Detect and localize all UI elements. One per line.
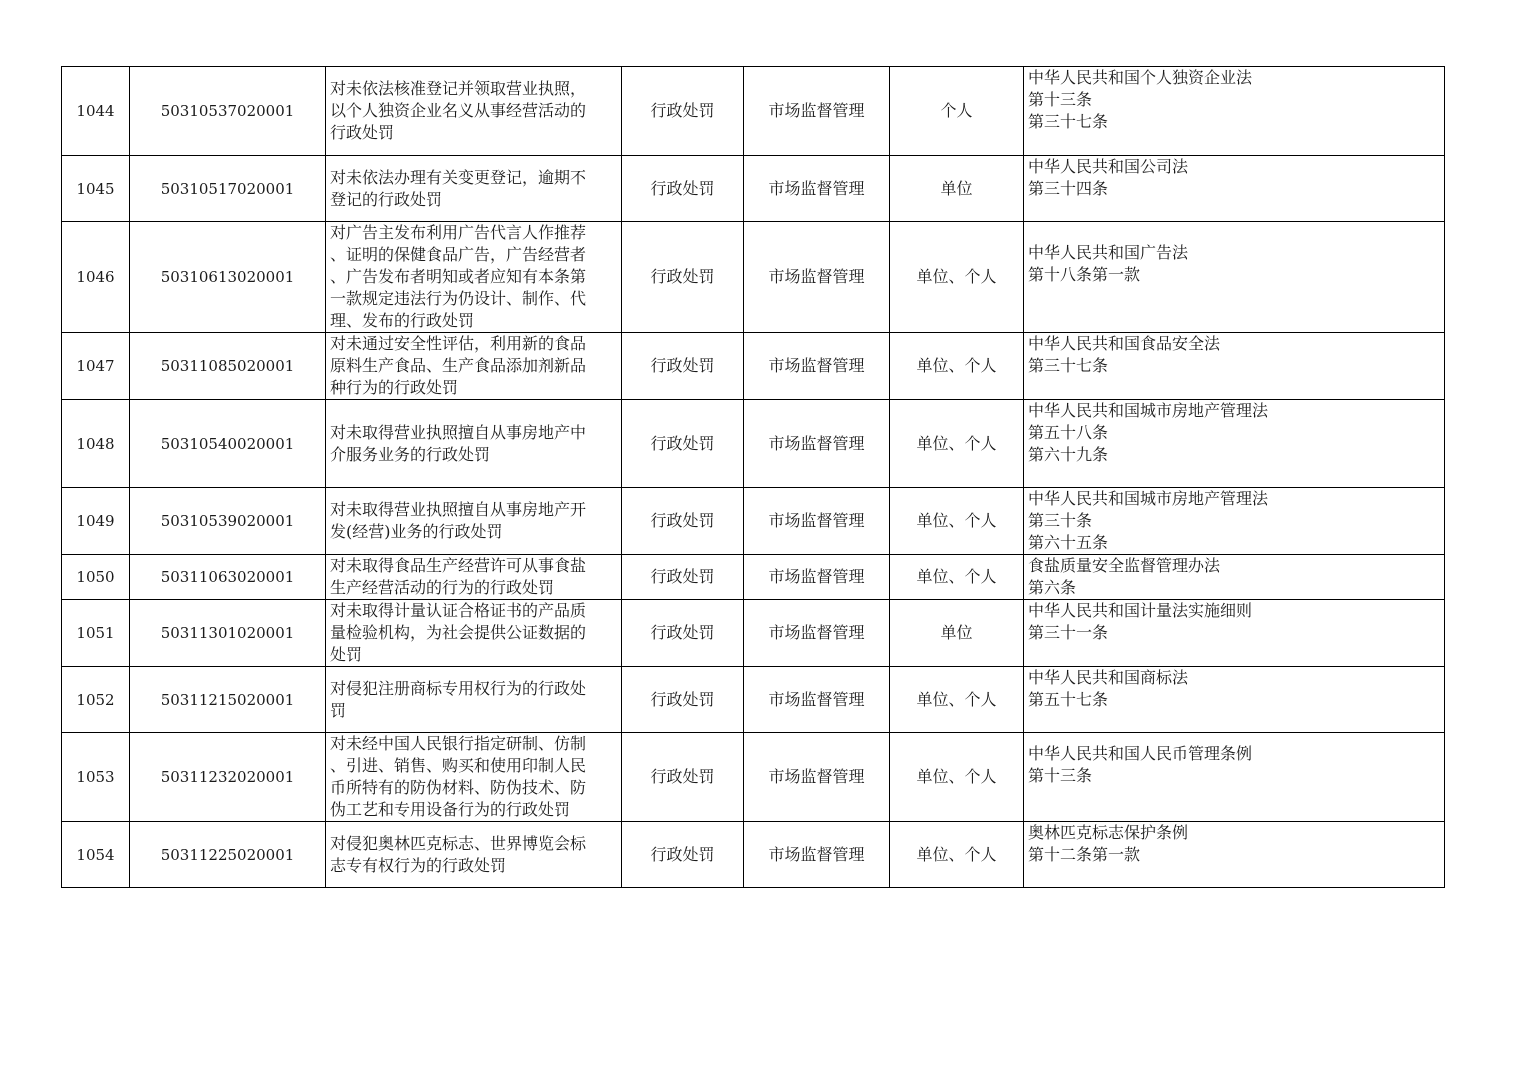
type-cell: 行政处罚	[622, 156, 744, 222]
dept-cell: 市场监督管理	[744, 488, 890, 555]
type-cell: 行政处罚	[622, 400, 744, 488]
item-line: 量检验机构，为社会提供公证数据的	[330, 623, 587, 642]
basis-cell	[1024, 67, 1445, 156]
basis-cell	[1024, 400, 1445, 488]
basis-cell	[1024, 333, 1445, 400]
basis-law-name: 食盐质量安全监督管理办法	[1028, 556, 1221, 575]
code-cell: 50311215020001	[130, 667, 326, 733]
item-line: 伪工艺和专用设备行为的行政处罚	[330, 800, 571, 819]
item-line: 对未取得计量认证合格证书的产品质	[330, 601, 587, 620]
table-row	[62, 733, 1445, 822]
dept-cell: 市场监督管理	[744, 667, 890, 733]
target-cell: 单位、个人	[890, 400, 1024, 488]
type-cell: 行政处罚	[622, 333, 744, 400]
seq-cell: 1053	[62, 733, 130, 822]
seq-cell: 1050	[62, 555, 130, 600]
dept-cell: 市场监督管理	[744, 67, 890, 156]
code-cell: 50310517020001	[130, 156, 326, 222]
type-cell: 行政处罚	[622, 733, 744, 822]
target-cell: 单位	[890, 156, 1024, 222]
table-row	[62, 333, 1445, 400]
code-cell: 50310537020001	[130, 67, 326, 156]
basis-article: 第十三条	[1028, 90, 1093, 109]
table-row	[62, 822, 1445, 888]
dept-cell: 市场监督管理	[744, 400, 890, 488]
basis-cell	[1024, 555, 1445, 600]
item-line: 生产经营活动的行为的行政处罚	[330, 578, 555, 597]
basis-law-name: 中华人民共和国食品安全法	[1028, 334, 1221, 353]
code-cell: 50311232020001	[130, 733, 326, 822]
dept-cell: 市场监督管理	[744, 822, 890, 888]
item-line: 对侵犯奥林匹克标志、世界博览会标	[330, 833, 587, 853]
basis-article: 第三十条	[1028, 511, 1093, 530]
target-cell: 单位、个人	[890, 488, 1024, 555]
target-cell: 单位、个人	[890, 733, 1024, 822]
item-line: 理、发布的行政处罚	[330, 311, 475, 330]
item-line: 原料生产食品、生产食品添加剂新品	[330, 356, 587, 375]
item-cell	[326, 733, 622, 822]
basis-law-name: 中华人民共和国商标法	[1028, 668, 1189, 687]
table-row	[62, 156, 1445, 222]
item-line: 币所特有的防伪材料、防伪技术、防	[330, 778, 587, 797]
seq-cell: 1049	[62, 488, 130, 555]
basis-cell	[1024, 822, 1445, 888]
table-row	[62, 67, 1445, 156]
item-line: 介服务业务的行政处罚	[330, 444, 491, 464]
seq-cell: 1051	[62, 600, 130, 667]
item-cell	[326, 667, 622, 733]
item-line: 一款规定违法行为仍设计、制作、代	[330, 289, 587, 308]
dept-cell: 市场监督管理	[744, 156, 890, 222]
basis-article: 第五十七条	[1028, 690, 1109, 709]
item-line: 对未依法核准登记并领取营业执照，	[330, 79, 587, 98]
basis-cell	[1024, 600, 1445, 667]
basis-article: 第三十七条	[1028, 112, 1109, 131]
target-cell: 单位、个人	[890, 555, 1024, 600]
code-cell: 50310613020001	[130, 222, 326, 333]
basis-article: 第十三条	[1028, 766, 1093, 785]
item-line: 登记的行政处罚	[330, 189, 443, 209]
type-cell: 行政处罚	[622, 667, 744, 733]
target-cell: 个人	[890, 67, 1024, 156]
basis-law-name: 中华人民共和国城市房地产管理法	[1028, 489, 1269, 508]
item-line: 、证明的保健食品广告，广告经营者	[330, 245, 587, 264]
basis-cell	[1024, 156, 1445, 222]
type-cell: 行政处罚	[622, 822, 744, 888]
item-cell	[326, 333, 622, 400]
table-row	[62, 667, 1445, 733]
dept-cell: 市场监督管理	[744, 733, 890, 822]
dept-cell: 市场监督管理	[744, 600, 890, 667]
basis-law-name: 中华人民共和国个人独资企业法	[1028, 68, 1253, 87]
seq-cell: 1054	[62, 822, 130, 888]
table-row	[62, 555, 1445, 600]
item-line: 种行为的行政处罚	[330, 378, 459, 397]
basis-article: 第五十八条	[1028, 423, 1109, 442]
item-line: 罚	[330, 700, 347, 720]
item-line: 以个人独资企业名义从事经营活动的	[330, 101, 587, 120]
table-row	[62, 600, 1445, 667]
basis-law-name: 中华人民共和国广告法	[1028, 243, 1189, 262]
code-cell: 50311085020001	[130, 333, 326, 400]
target-cell: 单位、个人	[890, 667, 1024, 733]
table-row	[62, 488, 1445, 555]
item-line: 、广告发布者明知或者应知有本条第	[330, 267, 587, 286]
item-line: 发(经营)业务的行政处罚	[330, 522, 503, 541]
basis-article: 第六十五条	[1028, 533, 1109, 552]
type-cell: 行政处罚	[622, 67, 744, 156]
basis-law-name: 中华人民共和国计量法实施细则	[1028, 601, 1253, 620]
basis-law-name: 中华人民共和国公司法	[1028, 157, 1189, 176]
basis-cell	[1024, 667, 1445, 733]
type-cell: 行政处罚	[622, 488, 744, 555]
item-line: 对未依法办理有关变更登记，逾期不	[330, 167, 587, 187]
basis-cell	[1024, 733, 1445, 822]
item-cell	[326, 600, 622, 667]
item-cell	[326, 156, 622, 222]
seq-cell: 1048	[62, 400, 130, 488]
seq-cell: 1044	[62, 67, 130, 156]
item-line: 对未经中国人民银行指定研制、仿制	[330, 734, 587, 753]
penalty-table	[61, 66, 1445, 888]
item-line: 、引进、销售、购买和使用印制人民	[330, 756, 587, 775]
code-cell: 50311063020001	[130, 555, 326, 600]
basis-article: 第十八条第一款	[1028, 265, 1141, 284]
type-cell: 行政处罚	[622, 555, 744, 600]
basis-article: 第三十一条	[1028, 623, 1109, 642]
target-cell: 单位、个人	[890, 822, 1024, 888]
basis-article: 第六条	[1028, 578, 1077, 597]
code-cell: 50310540020001	[130, 400, 326, 488]
item-cell	[326, 400, 622, 488]
code-cell: 50310539020001	[130, 488, 326, 555]
target-cell: 单位、个人	[890, 333, 1024, 400]
basis-article: 第六十九条	[1028, 445, 1109, 464]
basis-article: 第三十四条	[1028, 179, 1109, 198]
dept-cell: 市场监督管理	[744, 333, 890, 400]
basis-law-name: 中华人民共和国人民币管理条例	[1028, 744, 1253, 763]
table-row	[62, 222, 1445, 333]
type-cell: 行政处罚	[622, 222, 744, 333]
item-cell	[326, 555, 622, 600]
item-line: 行政处罚	[330, 123, 395, 142]
item-line: 对广告主发布利用广告代言人作推荐	[330, 223, 587, 242]
basis-law-name: 中华人民共和国城市房地产管理法	[1028, 401, 1269, 420]
target-cell: 单位、个人	[890, 222, 1024, 333]
item-line: 对侵犯注册商标专用权行为的行政处	[330, 678, 587, 698]
basis-article: 第十二条第一款	[1028, 845, 1141, 864]
item-line: 志专有权行为的行政处罚	[330, 855, 507, 875]
basis-cell	[1024, 488, 1445, 555]
item-cell	[326, 222, 622, 333]
item-line: 对未取得营业执照擅自从事房地产开	[330, 500, 587, 519]
item-line: 对未取得营业执照擅自从事房地产中	[330, 422, 587, 442]
type-cell: 行政处罚	[622, 600, 744, 667]
item-line: 对未通过安全性评估，利用新的食品	[330, 334, 587, 353]
dept-cell: 市场监督管理	[744, 222, 890, 333]
basis-article: 第三十七条	[1028, 356, 1109, 375]
item-line: 处罚	[330, 645, 363, 664]
seq-cell: 1045	[62, 156, 130, 222]
basis-law-name: 奥林匹克标志保护条例	[1028, 823, 1189, 842]
basis-cell	[1024, 222, 1445, 333]
code-cell: 50311225020001	[130, 822, 326, 888]
seq-cell: 1046	[62, 222, 130, 333]
seq-cell: 1052	[62, 667, 130, 733]
dept-cell: 市场监督管理	[744, 555, 890, 600]
table-body	[62, 67, 1445, 888]
item-line: 对未取得食品生产经营许可从事食盐	[330, 556, 587, 575]
table-row	[62, 400, 1445, 488]
item-cell	[326, 67, 622, 156]
item-cell	[326, 488, 622, 555]
target-cell: 单位	[890, 600, 1024, 667]
item-cell	[326, 822, 622, 888]
seq-cell: 1047	[62, 333, 130, 400]
code-cell: 50311301020001	[130, 600, 326, 667]
